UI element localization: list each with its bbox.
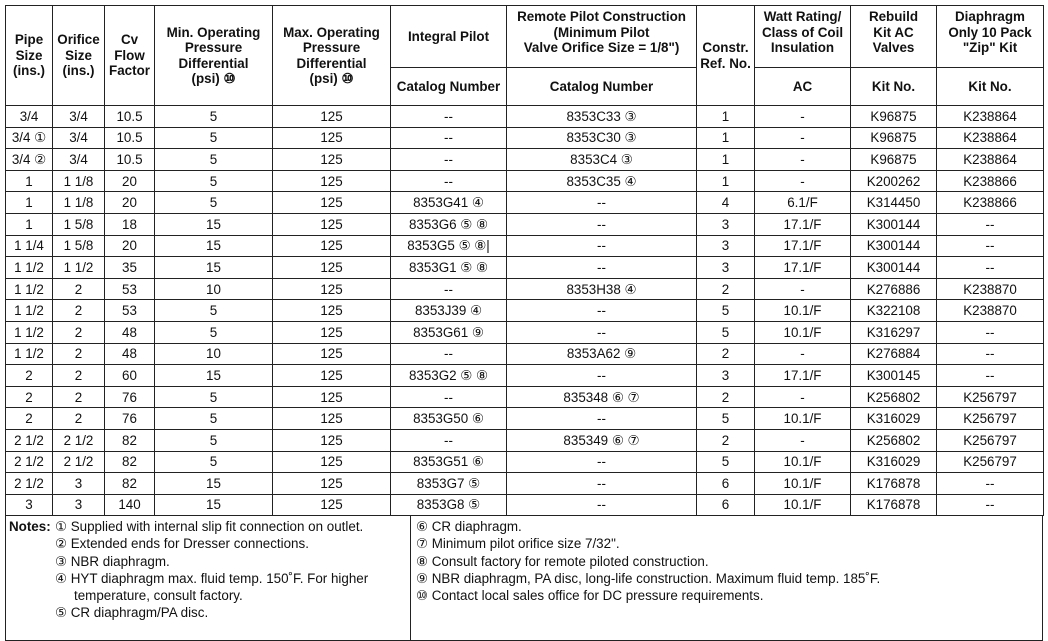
- orifice-size-cell: 1 1/8: [53, 170, 105, 192]
- table-row: [6, 321, 1044, 343]
- watt-rating-cell: 17.1/F: [755, 365, 851, 387]
- min-pressure-cell: 5: [155, 451, 273, 473]
- pipe-size-cell: 1: [6, 213, 53, 235]
- remote-catalog-cell: 8353C35 ④: [507, 170, 697, 192]
- header-rebuild-kit: Rebuild Kit AC Valves: [851, 6, 937, 68]
- constr-ref-cell: 3: [697, 365, 755, 387]
- header-cv-flow-factor: Cv Flow Factor: [105, 6, 155, 106]
- min-pressure-cell: 5: [155, 192, 273, 214]
- note-1: ① Supplied with internal slip fit connection on outlet.: [55, 519, 364, 535]
- diaphragm-kit-cell: K256797: [937, 386, 1044, 408]
- cv-cell: 10.5: [105, 127, 155, 149]
- pipe-size-cell: 3/4: [6, 106, 53, 128]
- watt-rating-cell: 10.1/F: [755, 408, 851, 430]
- min-pressure-cell: 15: [155, 213, 273, 235]
- remote-catalog-cell: 8353C4 ③: [507, 149, 697, 171]
- constr-ref-cell: 5: [697, 451, 755, 473]
- watt-rating-cell: 17.1/F: [755, 257, 851, 279]
- max-pressure-cell: 125: [273, 106, 391, 128]
- orifice-size-cell: 2 1/2: [53, 429, 105, 451]
- pipe-size-cell: 1 1/2: [6, 343, 53, 365]
- remote-catalog-cell: --: [507, 408, 697, 430]
- constr-ref-cell: 6: [697, 494, 755, 516]
- integral-catalog-cell: --: [391, 386, 507, 408]
- notes-section: [5, 516, 1043, 641]
- diaphragm-kit-cell: --: [937, 365, 1044, 387]
- integral-catalog-cell: 8353G5 ⑤ ⑧|: [391, 235, 507, 257]
- rebuild-kit-cell: K256802: [851, 386, 937, 408]
- diaphragm-kit-cell: --: [937, 257, 1044, 279]
- max-pressure-cell: 125: [273, 127, 391, 149]
- orifice-size-cell: 1 5/8: [53, 235, 105, 257]
- integral-catalog-cell: 8353G51 ⑥: [391, 451, 507, 473]
- min-pressure-cell: 15: [155, 473, 273, 495]
- max-pressure-cell: 125: [273, 213, 391, 235]
- max-pressure-cell: 125: [273, 473, 391, 495]
- cv-cell: 82: [105, 473, 155, 495]
- pipe-size-cell: 3/4 ②: [6, 149, 53, 171]
- header-constr-ref-no: Constr. Ref. No.: [697, 6, 755, 106]
- max-pressure-cell: 125: [273, 494, 391, 516]
- remote-catalog-cell: 8353A62 ⑨: [507, 343, 697, 365]
- min-pressure-cell: 5: [155, 429, 273, 451]
- diaphragm-kit-cell: K238870: [937, 278, 1044, 300]
- table-row: [6, 106, 1044, 128]
- integral-catalog-cell: --: [391, 429, 507, 451]
- header-diaphragm-kit-no: Kit No.: [937, 68, 1044, 106]
- constr-ref-cell: 4: [697, 192, 755, 214]
- orifice-size-cell: 3: [53, 494, 105, 516]
- watt-rating-cell: -: [755, 429, 851, 451]
- max-pressure-cell: 125: [273, 321, 391, 343]
- watt-rating-cell: 17.1/F: [755, 235, 851, 257]
- diaphragm-kit-cell: K238864: [937, 149, 1044, 171]
- max-pressure-cell: 125: [273, 451, 391, 473]
- rebuild-kit-cell: K176878: [851, 494, 937, 516]
- orifice-size-cell: 2: [53, 408, 105, 430]
- integral-catalog-cell: 8353G8 ⑤: [391, 494, 507, 516]
- cv-cell: 20: [105, 192, 155, 214]
- cv-cell: 18: [105, 213, 155, 235]
- integral-catalog-cell: --: [391, 106, 507, 128]
- diaphragm-kit-cell: K256797: [937, 451, 1044, 473]
- rebuild-kit-cell: K322108: [851, 300, 937, 322]
- watt-rating-cell: 6.1/F: [755, 192, 851, 214]
- rebuild-kit-cell: K256802: [851, 429, 937, 451]
- max-pressure-cell: 125: [273, 170, 391, 192]
- integral-catalog-cell: 8353G6 ⑤ ⑧: [391, 213, 507, 235]
- pipe-size-cell: 2 1/2: [6, 473, 53, 495]
- orifice-size-cell: 2: [53, 321, 105, 343]
- min-pressure-cell: 5: [155, 408, 273, 430]
- header-integral-catalog-number: Catalog Number: [391, 68, 507, 106]
- header-rebuild-kit-no: Kit No.: [851, 68, 937, 106]
- remote-catalog-cell: --: [507, 213, 697, 235]
- cv-cell: 140: [105, 494, 155, 516]
- max-pressure-cell: 125: [273, 278, 391, 300]
- min-pressure-cell: 10: [155, 278, 273, 300]
- cv-cell: 20: [105, 235, 155, 257]
- max-pressure-cell: 125: [273, 149, 391, 171]
- header-pipe-size: Pipe Size (ins.): [6, 6, 53, 106]
- remote-catalog-cell: 835349 ⑥ ⑦: [507, 429, 697, 451]
- note-2: ② Extended ends for Dresser connections.: [55, 536, 309, 552]
- orifice-size-cell: 3: [53, 473, 105, 495]
- watt-rating-cell: -: [755, 106, 851, 128]
- min-pressure-cell: 15: [155, 365, 273, 387]
- rebuild-kit-cell: K200262: [851, 170, 937, 192]
- constr-ref-cell: 1: [697, 127, 755, 149]
- header-remote-pilot-construction: Remote Pilot Construction (Minimum Pilot Valve Orifice Size = 1/8"): [507, 6, 697, 68]
- diaphragm-kit-cell: K256797: [937, 429, 1044, 451]
- remote-catalog-cell: --: [507, 300, 697, 322]
- integral-catalog-cell: 8353G2 ⑤ ⑧: [391, 365, 507, 387]
- watt-rating-cell: -: [755, 278, 851, 300]
- constr-ref-cell: 3: [697, 235, 755, 257]
- min-pressure-cell: 5: [155, 321, 273, 343]
- cv-cell: 10.5: [105, 149, 155, 171]
- min-pressure-cell: 5: [155, 300, 273, 322]
- header-watt-rating: Watt Rating/ Class of Coil Insulation: [755, 6, 851, 68]
- table-row: [6, 408, 1044, 430]
- header-remote-catalog-number: Catalog Number: [507, 68, 697, 106]
- header-diaphragm-kit: Diaphragm Only 10 Pack "Zip" Kit: [937, 6, 1044, 68]
- integral-catalog-cell: 8353G61 ⑨: [391, 321, 507, 343]
- rebuild-kit-cell: K276886: [851, 278, 937, 300]
- rebuild-kit-cell: K300144: [851, 257, 937, 279]
- rebuild-kit-cell: K316029: [851, 451, 937, 473]
- orifice-size-cell: 2: [53, 386, 105, 408]
- header-integral-pilot: Integral Pilot: [391, 6, 507, 68]
- orifice-size-cell: 3/4: [53, 127, 105, 149]
- watt-rating-cell: -: [755, 127, 851, 149]
- min-pressure-cell: 15: [155, 494, 273, 516]
- max-pressure-cell: 125: [273, 257, 391, 279]
- cv-cell: 82: [105, 451, 155, 473]
- watt-rating-cell: 10.1/F: [755, 300, 851, 322]
- watt-rating-cell: -: [755, 386, 851, 408]
- rebuild-kit-cell: K314450: [851, 192, 937, 214]
- pipe-size-cell: 1 1/2: [6, 321, 53, 343]
- remote-catalog-cell: 8353C33 ③: [507, 106, 697, 128]
- remote-catalog-cell: --: [507, 192, 697, 214]
- cv-cell: 53: [105, 300, 155, 322]
- table-row: [6, 192, 1044, 214]
- max-pressure-cell: 125: [273, 343, 391, 365]
- remote-catalog-cell: 8353C30 ③: [507, 127, 697, 149]
- constr-ref-cell: 5: [697, 321, 755, 343]
- pipe-size-cell: 1 1/4: [6, 235, 53, 257]
- diaphragm-kit-cell: K238864: [937, 127, 1044, 149]
- rebuild-kit-cell: K300144: [851, 213, 937, 235]
- pipe-size-cell: 1: [6, 192, 53, 214]
- integral-catalog-cell: 8353G50 ⑥: [391, 408, 507, 430]
- table-row: [6, 451, 1044, 473]
- integral-catalog-cell: --: [391, 149, 507, 171]
- diaphragm-kit-cell: --: [937, 213, 1044, 235]
- table-row: [6, 127, 1044, 149]
- diaphragm-kit-cell: K238864: [937, 106, 1044, 128]
- diaphragm-kit-cell: K238866: [937, 192, 1044, 214]
- orifice-size-cell: 2: [53, 365, 105, 387]
- min-pressure-cell: 5: [155, 386, 273, 408]
- rebuild-kit-cell: K276884: [851, 343, 937, 365]
- orifice-size-cell: 2: [53, 300, 105, 322]
- rebuild-kit-cell: K316297: [851, 321, 937, 343]
- constr-ref-cell: 2: [697, 386, 755, 408]
- valve-spec-table: [5, 5, 1044, 516]
- constr-ref-cell: 1: [697, 170, 755, 192]
- header-min-operating-pressure: Min. Operating Pressure Differential (psi) ⑩: [155, 6, 273, 106]
- pipe-size-cell: 2: [6, 408, 53, 430]
- orifice-size-cell: 3/4: [53, 149, 105, 171]
- pipe-size-cell: 1 1/2: [6, 257, 53, 279]
- constr-ref-cell: 3: [697, 213, 755, 235]
- table-row: [6, 429, 1044, 451]
- table-row: [6, 257, 1044, 279]
- diaphragm-kit-cell: K256797: [937, 408, 1044, 430]
- remote-catalog-cell: --: [507, 321, 697, 343]
- pipe-size-cell: 3: [6, 494, 53, 516]
- table-row: [6, 343, 1044, 365]
- remote-catalog-cell: --: [507, 494, 697, 516]
- diaphragm-kit-cell: --: [937, 343, 1044, 365]
- diaphragm-kit-cell: --: [937, 235, 1044, 257]
- orifice-size-cell: 2: [53, 278, 105, 300]
- note-9: ⑨ NBR diaphragm, PA disc, long-life construction. Maximum fluid temp. 185˚F.: [416, 570, 881, 586]
- table-row: [6, 386, 1044, 408]
- min-pressure-cell: 10: [155, 343, 273, 365]
- constr-ref-cell: 1: [697, 149, 755, 171]
- pipe-size-cell: 2 1/2: [6, 429, 53, 451]
- table-row: [6, 494, 1044, 516]
- integral-catalog-cell: --: [391, 343, 507, 365]
- constr-ref-cell: 5: [697, 300, 755, 322]
- orifice-size-cell: 1 5/8: [53, 213, 105, 235]
- note-4-continued: temperature, consult factory.: [74, 588, 243, 604]
- orifice-size-cell: 3/4: [53, 106, 105, 128]
- orifice-size-cell: 2: [53, 343, 105, 365]
- integral-catalog-cell: 8353G41 ④: [391, 192, 507, 214]
- note-4: ④ HYT diaphragm max. fluid temp. 150˚F. For higher: [55, 570, 369, 586]
- pipe-size-cell: 2: [6, 365, 53, 387]
- table-row: [6, 300, 1044, 322]
- table-row: [6, 235, 1044, 257]
- max-pressure-cell: 125: [273, 192, 391, 214]
- constr-ref-cell: 2: [697, 278, 755, 300]
- constr-ref-cell: 5: [697, 408, 755, 430]
- orifice-size-cell: 1 1/2: [53, 257, 105, 279]
- orifice-size-cell: 2 1/2: [53, 451, 105, 473]
- remote-catalog-cell: 835348 ⑥ ⑦: [507, 386, 697, 408]
- remote-catalog-cell: --: [507, 235, 697, 257]
- max-pressure-cell: 125: [273, 365, 391, 387]
- remote-catalog-cell: 8353H38 ④: [507, 278, 697, 300]
- remote-catalog-cell: --: [507, 451, 697, 473]
- rebuild-kit-cell: K300145: [851, 365, 937, 387]
- pipe-size-cell: 1 1/2: [6, 300, 53, 322]
- min-pressure-cell: 15: [155, 235, 273, 257]
- max-pressure-cell: 125: [273, 408, 391, 430]
- watt-rating-cell: -: [755, 343, 851, 365]
- pipe-size-cell: 1: [6, 170, 53, 192]
- integral-catalog-cell: 8353J39 ④: [391, 300, 507, 322]
- note-5: ⑤ CR diaphragm/PA disc.: [55, 605, 209, 621]
- spec-sheet: [5, 5, 1043, 641]
- integral-catalog-cell: --: [391, 278, 507, 300]
- cv-cell: 76: [105, 386, 155, 408]
- diaphragm-kit-cell: K238870: [937, 300, 1044, 322]
- rebuild-kit-cell: K96875: [851, 106, 937, 128]
- note-8: ⑧ Consult factory for remote piloted construction.: [416, 553, 709, 569]
- cv-cell: 76: [105, 408, 155, 430]
- rebuild-kit-cell: K316029: [851, 408, 937, 430]
- watt-rating-cell: 10.1/F: [755, 321, 851, 343]
- diaphragm-kit-cell: --: [937, 494, 1044, 516]
- table-row: [6, 278, 1044, 300]
- diaphragm-kit-cell: --: [937, 473, 1044, 495]
- table-row: [6, 149, 1044, 171]
- integral-catalog-cell: 8353G7 ⑤: [391, 473, 507, 495]
- constr-ref-cell: 1: [697, 106, 755, 128]
- cv-cell: 10.5: [105, 106, 155, 128]
- table-row: [6, 170, 1044, 192]
- note-3: ③ NBR diaphragm.: [55, 553, 170, 569]
- rebuild-kit-cell: K300144: [851, 235, 937, 257]
- integral-catalog-cell: --: [391, 127, 507, 149]
- remote-catalog-cell: --: [507, 365, 697, 387]
- watt-rating-cell: 17.1/F: [755, 213, 851, 235]
- pipe-size-cell: 3/4 ①: [6, 127, 53, 149]
- remote-catalog-cell: --: [507, 257, 697, 279]
- watt-rating-cell: -: [755, 149, 851, 171]
- constr-ref-cell: 6: [697, 473, 755, 495]
- cv-cell: 53: [105, 278, 155, 300]
- max-pressure-cell: 125: [273, 386, 391, 408]
- orifice-size-cell: 1 1/8: [53, 192, 105, 214]
- constr-ref-cell: 2: [697, 343, 755, 365]
- pipe-size-cell: 1 1/2: [6, 278, 53, 300]
- integral-catalog-cell: 8353G1 ⑤ ⑧: [391, 257, 507, 279]
- pipe-size-cell: 2 1/2: [6, 451, 53, 473]
- note-7: ⑦ Minimum pilot orifice size 7/32".: [416, 536, 620, 552]
- note-10: ⑩ Contact local sales office for DC pressure requirements.: [416, 588, 764, 604]
- table-row: [6, 213, 1044, 235]
- diaphragm-kit-cell: --: [937, 321, 1044, 343]
- min-pressure-cell: 5: [155, 127, 273, 149]
- cv-cell: 35: [105, 257, 155, 279]
- notes-label: Notes:: [9, 519, 51, 535]
- cv-cell: 82: [105, 429, 155, 451]
- integral-catalog-cell: --: [391, 170, 507, 192]
- rebuild-kit-cell: K176878: [851, 473, 937, 495]
- pipe-size-cell: 2: [6, 386, 53, 408]
- cv-cell: 48: [105, 343, 155, 365]
- min-pressure-cell: 5: [155, 170, 273, 192]
- watt-rating-cell: -: [755, 170, 851, 192]
- header-orifice-size: Orifice Size (ins.): [53, 6, 105, 106]
- table-row: [6, 473, 1044, 495]
- header-max-operating-pressure: Max. Operating Pressure Differential (psi) ⑩: [273, 6, 391, 106]
- remote-catalog-cell: --: [507, 473, 697, 495]
- min-pressure-cell: 5: [155, 149, 273, 171]
- constr-ref-cell: 2: [697, 429, 755, 451]
- max-pressure-cell: 125: [273, 300, 391, 322]
- note-6: ⑥ CR diaphragm.: [416, 519, 522, 535]
- table-row: [6, 365, 1044, 387]
- max-pressure-cell: 125: [273, 235, 391, 257]
- watt-rating-cell: 10.1/F: [755, 451, 851, 473]
- cv-cell: 60: [105, 365, 155, 387]
- notes-right-column: [411, 516, 1042, 640]
- notes-left-column: [6, 516, 411, 640]
- watt-rating-cell: 10.1/F: [755, 473, 851, 495]
- constr-ref-cell: 3: [697, 257, 755, 279]
- header-ac: AC: [755, 68, 851, 106]
- max-pressure-cell: 125: [273, 429, 391, 451]
- diaphragm-kit-cell: K238866: [937, 170, 1044, 192]
- cv-cell: 20: [105, 170, 155, 192]
- watt-rating-cell: 10.1/F: [755, 494, 851, 516]
- rebuild-kit-cell: K96875: [851, 149, 937, 171]
- min-pressure-cell: 5: [155, 106, 273, 128]
- min-pressure-cell: 15: [155, 257, 273, 279]
- cv-cell: 48: [105, 321, 155, 343]
- rebuild-kit-cell: K96875: [851, 127, 937, 149]
